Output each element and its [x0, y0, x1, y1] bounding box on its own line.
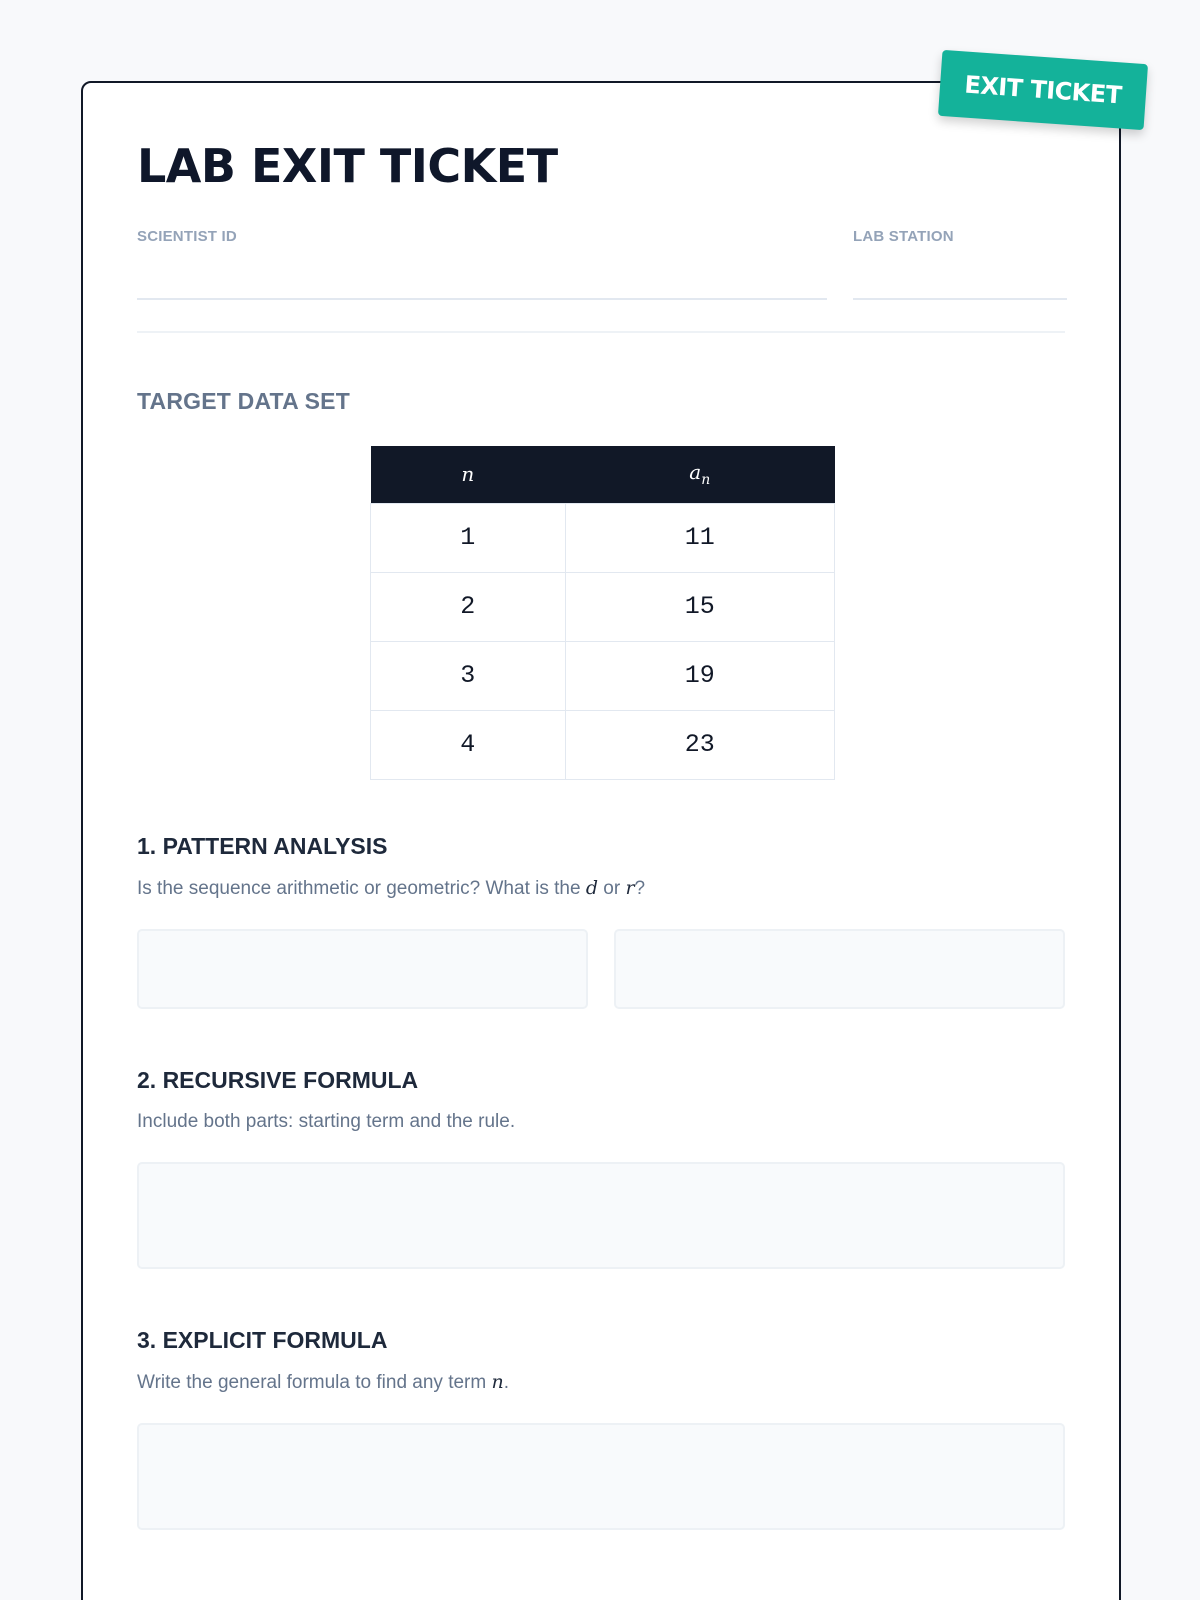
exit-ticket-stamp: EXIT TICKET — [938, 50, 1148, 130]
cell-a-n: 19 — [565, 641, 834, 710]
var-n: n — [491, 1371, 504, 1393]
q2-answer-box[interactable] — [137, 1162, 1065, 1269]
var-d: d — [585, 877, 598, 899]
cell-a-n: 15 — [565, 572, 834, 641]
cell-a-n: 23 — [565, 710, 834, 779]
cell-a-n: 11 — [565, 503, 834, 572]
table-row — [371, 641, 835, 710]
data-set-label: TARGET DATA SET — [137, 388, 350, 414]
data-table — [370, 446, 835, 780]
q3-description: Write the general formula to find any term n. — [137, 1371, 510, 1393]
header-a-n: $a_n$ — [565, 446, 834, 503]
page-title: LAB EXIT TICKET — [137, 139, 558, 193]
cell-n: 3 — [371, 641, 566, 710]
header-n: n — [371, 446, 566, 503]
cell-n: 4 — [371, 710, 566, 779]
q1-type-answer-box[interactable] — [137, 929, 588, 1009]
table-row — [371, 572, 835, 641]
cell-n: 1 — [371, 503, 566, 572]
q2-description: Include both parts: starting term and the rule. — [137, 1111, 516, 1132]
q2-title: 2. RECURSIVE FORMULA — [137, 1067, 419, 1093]
cell-n: 2 — [371, 572, 566, 641]
q1-title: 1. PATTERN ANALYSIS — [137, 833, 388, 859]
table-header-row — [371, 446, 835, 503]
var-r: r — [625, 877, 635, 899]
q1-description: Is the sequence arithmetic or geometric? What is the d or r? — [137, 877, 646, 899]
lab-station-label: LAB STATION — [853, 228, 954, 245]
table-row — [371, 503, 835, 572]
q3-answer-box[interactable] — [137, 1423, 1065, 1530]
table-row — [371, 710, 835, 779]
q1-value-answer-box[interactable] — [614, 929, 1065, 1009]
scientist-id-field[interactable] — [137, 298, 827, 300]
scientist-id-label: SCIENTIST ID — [137, 228, 237, 245]
header-divider — [137, 331, 1065, 333]
lab-station-field[interactable] — [853, 298, 1067, 300]
q3-title: 3. EXPLICIT FORMULA — [137, 1327, 388, 1353]
